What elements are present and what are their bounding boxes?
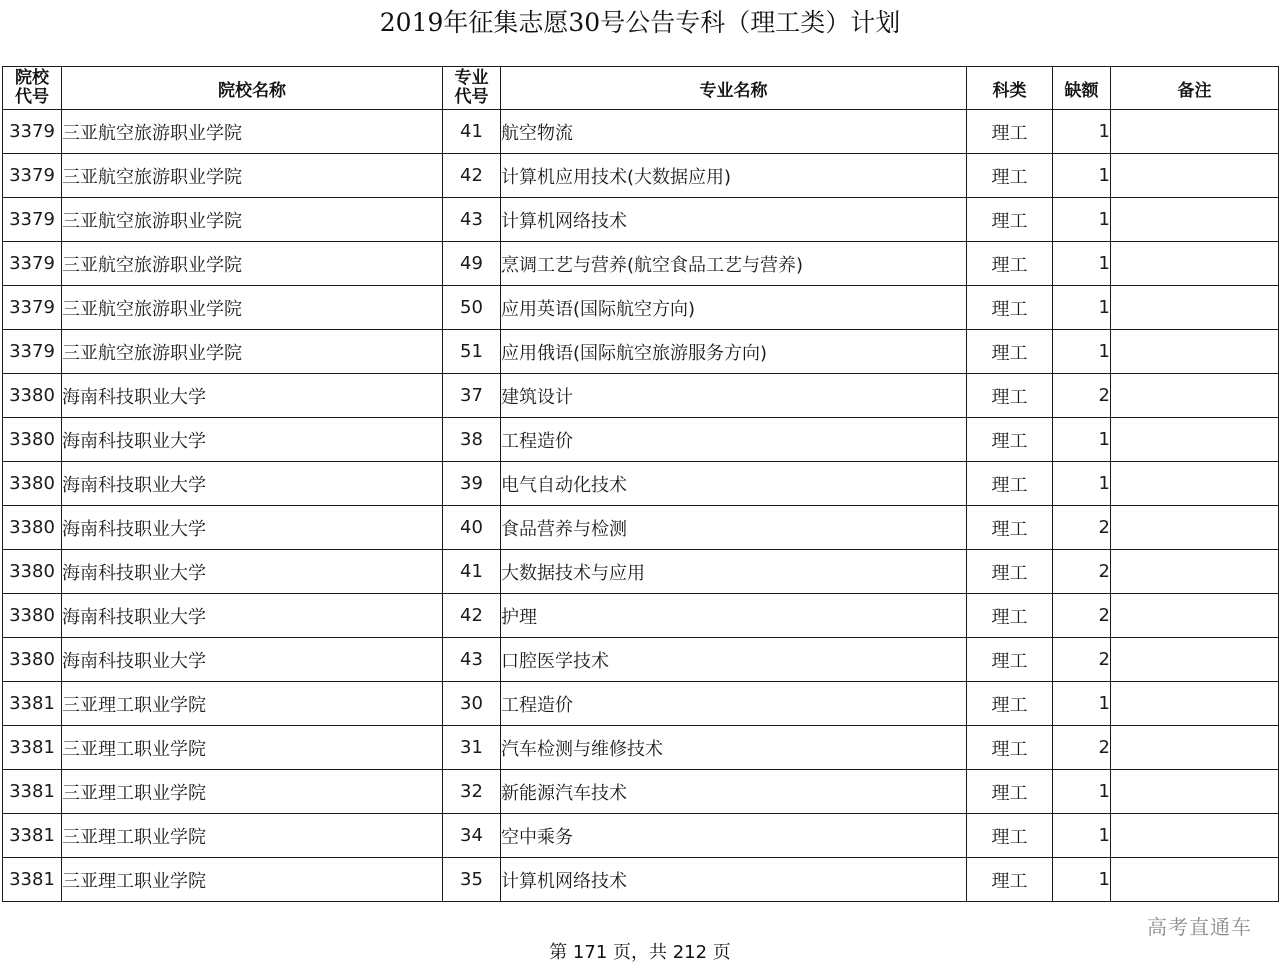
major-code-cell: 38	[443, 418, 501, 462]
category-cell: 理工	[967, 110, 1053, 154]
table-row	[3, 770, 1279, 814]
header-major-name: 专业名称	[501, 67, 967, 110]
school-code-cell: 3380	[3, 638, 62, 682]
major-code-cell: 42	[443, 154, 501, 198]
table-row	[3, 154, 1279, 198]
vacancies-cell: 2	[1053, 550, 1111, 594]
remarks-cell	[1111, 858, 1279, 902]
table-row	[3, 594, 1279, 638]
school-code-cell: 3381	[3, 726, 62, 770]
remarks-cell	[1111, 594, 1279, 638]
school-code-cell: 3380	[3, 506, 62, 550]
major-name-cell: 汽车检测与维修技术	[501, 726, 967, 770]
remarks-cell	[1111, 198, 1279, 242]
category-cell: 理工	[967, 506, 1053, 550]
category-cell: 理工	[967, 682, 1053, 726]
header-remarks: 备注	[1111, 67, 1279, 110]
vacancies-cell: 2	[1053, 726, 1111, 770]
category-cell: 理工	[967, 154, 1053, 198]
major-name-cell: 电气自动化技术	[501, 462, 967, 506]
major-name-cell: 新能源汽车技术	[501, 770, 967, 814]
table-row	[3, 110, 1279, 154]
school-code-cell: 3380	[3, 374, 62, 418]
category-cell: 理工	[967, 242, 1053, 286]
vacancies-cell: 2	[1053, 594, 1111, 638]
category-cell: 理工	[967, 858, 1053, 902]
table-row	[3, 330, 1279, 374]
remarks-cell	[1111, 418, 1279, 462]
major-code-cell: 31	[443, 726, 501, 770]
category-cell: 理工	[967, 330, 1053, 374]
header-major-code-line2: 代号	[454, 87, 489, 107]
category-cell: 理工	[967, 374, 1053, 418]
school-code-cell: 3380	[3, 594, 62, 638]
category-cell: 理工	[967, 286, 1053, 330]
major-name-cell: 计算机应用技术(大数据应用)	[501, 154, 967, 198]
vacancies-cell: 1	[1053, 330, 1111, 374]
remarks-cell	[1111, 638, 1279, 682]
major-code-cell: 32	[443, 770, 501, 814]
major-name-cell: 烹调工艺与营养(航空食品工艺与营养)	[501, 242, 967, 286]
vacancies-cell: 1	[1053, 286, 1111, 330]
school-name-cell: 三亚航空旅游职业学院	[62, 198, 443, 242]
table-row	[3, 858, 1279, 902]
major-name-cell: 空中乘务	[501, 814, 967, 858]
page-number-footer: 第 171 页，共 212 页	[549, 942, 731, 963]
school-name-cell: 三亚理工职业学院	[62, 682, 443, 726]
table-row	[3, 462, 1279, 506]
table-row	[3, 682, 1279, 726]
school-name-cell: 三亚理工职业学院	[62, 726, 443, 770]
category-cell: 理工	[967, 770, 1053, 814]
school-code-cell: 3379	[3, 330, 62, 374]
header-school-code-line1: 院校	[15, 68, 49, 88]
table-body	[3, 110, 1279, 902]
school-name-cell: 三亚航空旅游职业学院	[62, 286, 443, 330]
major-name-cell: 计算机网络技术	[501, 198, 967, 242]
vacancies-cell: 2	[1053, 374, 1111, 418]
category-cell: 理工	[967, 550, 1053, 594]
header-category: 科类	[967, 67, 1053, 110]
vacancies-cell: 1	[1053, 682, 1111, 726]
vacancies-cell: 1	[1053, 198, 1111, 242]
table-row	[3, 814, 1279, 858]
school-code-cell: 3380	[3, 418, 62, 462]
category-cell: 理工	[967, 198, 1053, 242]
school-name-cell: 海南科技职业大学	[62, 550, 443, 594]
school-code-cell: 3381	[3, 814, 62, 858]
school-name-cell: 三亚航空旅游职业学院	[62, 242, 443, 286]
school-code-cell: 3379	[3, 286, 62, 330]
major-code-cell: 41	[443, 550, 501, 594]
page-title: 2019年征集志愿30号公告专科（理工类）计划	[379, 8, 901, 37]
school-code-cell: 3381	[3, 858, 62, 902]
vacancies-cell: 1	[1053, 242, 1111, 286]
plan-table	[2, 66, 1279, 902]
major-code-cell: 49	[443, 242, 501, 286]
school-name-cell: 三亚航空旅游职业学院	[62, 110, 443, 154]
vacancies-cell: 2	[1053, 506, 1111, 550]
header-major-code	[443, 67, 501, 110]
school-name-cell: 三亚航空旅游职业学院	[62, 154, 443, 198]
remarks-cell	[1111, 110, 1279, 154]
header-major-code-line1: 专业	[454, 68, 489, 88]
vacancies-cell: 1	[1053, 462, 1111, 506]
table-row	[3, 242, 1279, 286]
table-row	[3, 198, 1279, 242]
remarks-cell	[1111, 462, 1279, 506]
school-code-cell: 3380	[3, 550, 62, 594]
school-name-cell: 海南科技职业大学	[62, 594, 443, 638]
category-cell: 理工	[967, 418, 1053, 462]
major-name-cell: 口腔医学技术	[501, 638, 967, 682]
header-school-name: 院校名称	[62, 67, 443, 110]
major-name-cell: 建筑设计	[501, 374, 967, 418]
major-name-cell: 食品营养与检测	[501, 506, 967, 550]
remarks-cell	[1111, 814, 1279, 858]
remarks-cell	[1111, 330, 1279, 374]
table-row	[3, 726, 1279, 770]
major-name-cell: 应用英语(国际航空方向)	[501, 286, 967, 330]
vacancies-cell: 2	[1053, 638, 1111, 682]
major-code-cell: 34	[443, 814, 501, 858]
school-name-cell: 三亚理工职业学院	[62, 770, 443, 814]
remarks-cell	[1111, 770, 1279, 814]
school-name-cell: 海南科技职业大学	[62, 638, 443, 682]
major-name-cell: 护理	[501, 594, 967, 638]
table-row	[3, 550, 1279, 594]
vacancies-cell: 1	[1053, 418, 1111, 462]
table-row	[3, 418, 1279, 462]
school-name-cell: 海南科技职业大学	[62, 462, 443, 506]
table-row	[3, 506, 1279, 550]
school-name-cell: 三亚理工职业学院	[62, 858, 443, 902]
major-code-cell: 41	[443, 110, 501, 154]
table-header-row	[3, 67, 1279, 110]
school-code-cell: 3379	[3, 242, 62, 286]
header-school-code	[3, 67, 62, 110]
school-code-cell: 3381	[3, 682, 62, 726]
school-code-cell: 3381	[3, 770, 62, 814]
category-cell: 理工	[967, 638, 1053, 682]
school-name-cell: 海南科技职业大学	[62, 374, 443, 418]
major-name-cell: 工程造价	[501, 418, 967, 462]
major-code-cell: 30	[443, 682, 501, 726]
school-name-cell: 海南科技职业大学	[62, 506, 443, 550]
school-name-cell: 海南科技职业大学	[62, 418, 443, 462]
school-code-cell: 3379	[3, 110, 62, 154]
major-code-cell: 43	[443, 198, 501, 242]
remarks-cell	[1111, 374, 1279, 418]
school-name-cell: 三亚航空旅游职业学院	[62, 330, 443, 374]
school-code-cell: 3379	[3, 198, 62, 242]
vacancies-cell: 1	[1053, 110, 1111, 154]
table-row	[3, 638, 1279, 682]
header-school-code-line2: 代号	[15, 87, 49, 107]
watermark-text: 高考直通车	[1147, 915, 1252, 939]
major-code-cell: 40	[443, 506, 501, 550]
remarks-cell	[1111, 550, 1279, 594]
category-cell: 理工	[967, 462, 1053, 506]
major-name-cell: 航空物流	[501, 110, 967, 154]
school-code-cell: 3380	[3, 462, 62, 506]
major-name-cell: 大数据技术与应用	[501, 550, 967, 594]
table-row	[3, 286, 1279, 330]
major-code-cell: 42	[443, 594, 501, 638]
remarks-cell	[1111, 726, 1279, 770]
major-code-cell: 37	[443, 374, 501, 418]
vacancies-cell: 1	[1053, 858, 1111, 902]
school-code-cell: 3379	[3, 154, 62, 198]
major-code-cell: 35	[443, 858, 501, 902]
vacancies-cell: 1	[1053, 154, 1111, 198]
vacancies-cell: 1	[1053, 770, 1111, 814]
remarks-cell	[1111, 506, 1279, 550]
major-name-cell: 计算机网络技术	[501, 858, 967, 902]
table-row	[3, 374, 1279, 418]
major-name-cell: 工程造价	[501, 682, 967, 726]
major-name-cell: 应用俄语(国际航空旅游服务方向)	[501, 330, 967, 374]
major-code-cell: 51	[443, 330, 501, 374]
school-name-cell: 三亚理工职业学院	[62, 814, 443, 858]
category-cell: 理工	[967, 594, 1053, 638]
major-code-cell: 50	[443, 286, 501, 330]
remarks-cell	[1111, 242, 1279, 286]
major-code-cell: 39	[443, 462, 501, 506]
category-cell: 理工	[967, 814, 1053, 858]
header-vacancies: 缺额	[1053, 67, 1111, 110]
major-code-cell: 43	[443, 638, 501, 682]
remarks-cell	[1111, 154, 1279, 198]
category-cell: 理工	[967, 726, 1053, 770]
remarks-cell	[1111, 286, 1279, 330]
vacancies-cell: 1	[1053, 814, 1111, 858]
remarks-cell	[1111, 682, 1279, 726]
